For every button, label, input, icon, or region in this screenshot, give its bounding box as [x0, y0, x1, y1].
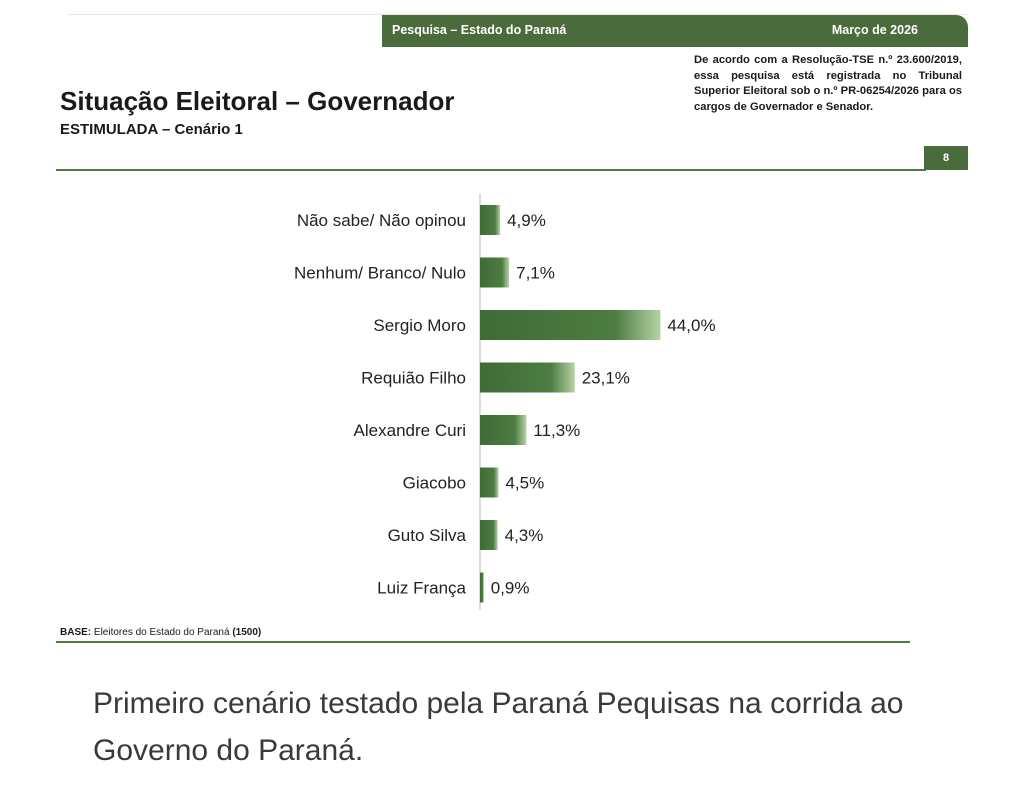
bar	[480, 258, 509, 288]
data-label: 44,0%	[667, 316, 716, 335]
page-title: Situação Eleitoral – Governador	[60, 86, 455, 116]
category-label: Luiz França	[377, 578, 466, 598]
base-label: BASE:	[60, 627, 92, 638]
bar	[480, 205, 500, 235]
bar	[480, 573, 484, 603]
footer-divider	[56, 641, 910, 643]
legal-note: De acordo com a Resolução-TSE n.º 23.600/2019, essa pesquisa está registrada no Tribunal Superior Eleitoral sob o n.º PR-06254/2026 para os cargos de Governador e Senador.	[694, 54, 962, 113]
category-label: Giacobo	[402, 473, 466, 493]
data-label: 0,9%	[490, 578, 530, 598]
category-label: Guto Silva	[387, 526, 466, 545]
page-subtitle: ESTIMULADA – Cenário 1	[60, 121, 243, 138]
image-caption: Primeiro cenário testado pela Paraná Pequisas na corrida ao Governo do Paraná.	[93, 687, 904, 767]
data-label: 4,5%	[505, 473, 545, 493]
bar	[480, 468, 498, 498]
category-label: Requião Filho	[361, 368, 466, 388]
bar	[480, 310, 660, 340]
category-label: Nenhum/ Branco/ Nulo	[294, 263, 466, 283]
category-label: Alexandre Curi	[353, 421, 466, 440]
header-date: Março de 2026	[831, 23, 918, 37]
page-number-badge: 8	[924, 146, 968, 170]
bar	[480, 520, 498, 550]
base-note	[60, 627, 261, 638]
bar	[480, 415, 526, 445]
header-band	[382, 15, 968, 47]
base-text: Eleitores do Estado do Paraná	[93, 627, 230, 638]
header-divider	[56, 169, 926, 171]
bar-chart	[0, 180, 1024, 620]
category-label: Sergio Moro	[373, 316, 466, 335]
data-label: 4,3%	[504, 526, 544, 545]
data-label: 11,3%	[533, 421, 581, 440]
data-label: 23,1%	[581, 368, 630, 388]
base-count: (1500)	[232, 627, 262, 638]
data-label: 7,1%	[516, 263, 555, 283]
header-survey-label: Pesquisa – Estado do Paraná	[392, 23, 567, 37]
category-label: Não sabe/ Não opinou	[296, 211, 466, 230]
data-label: 4,9%	[507, 211, 546, 230]
bar	[480, 363, 575, 393]
